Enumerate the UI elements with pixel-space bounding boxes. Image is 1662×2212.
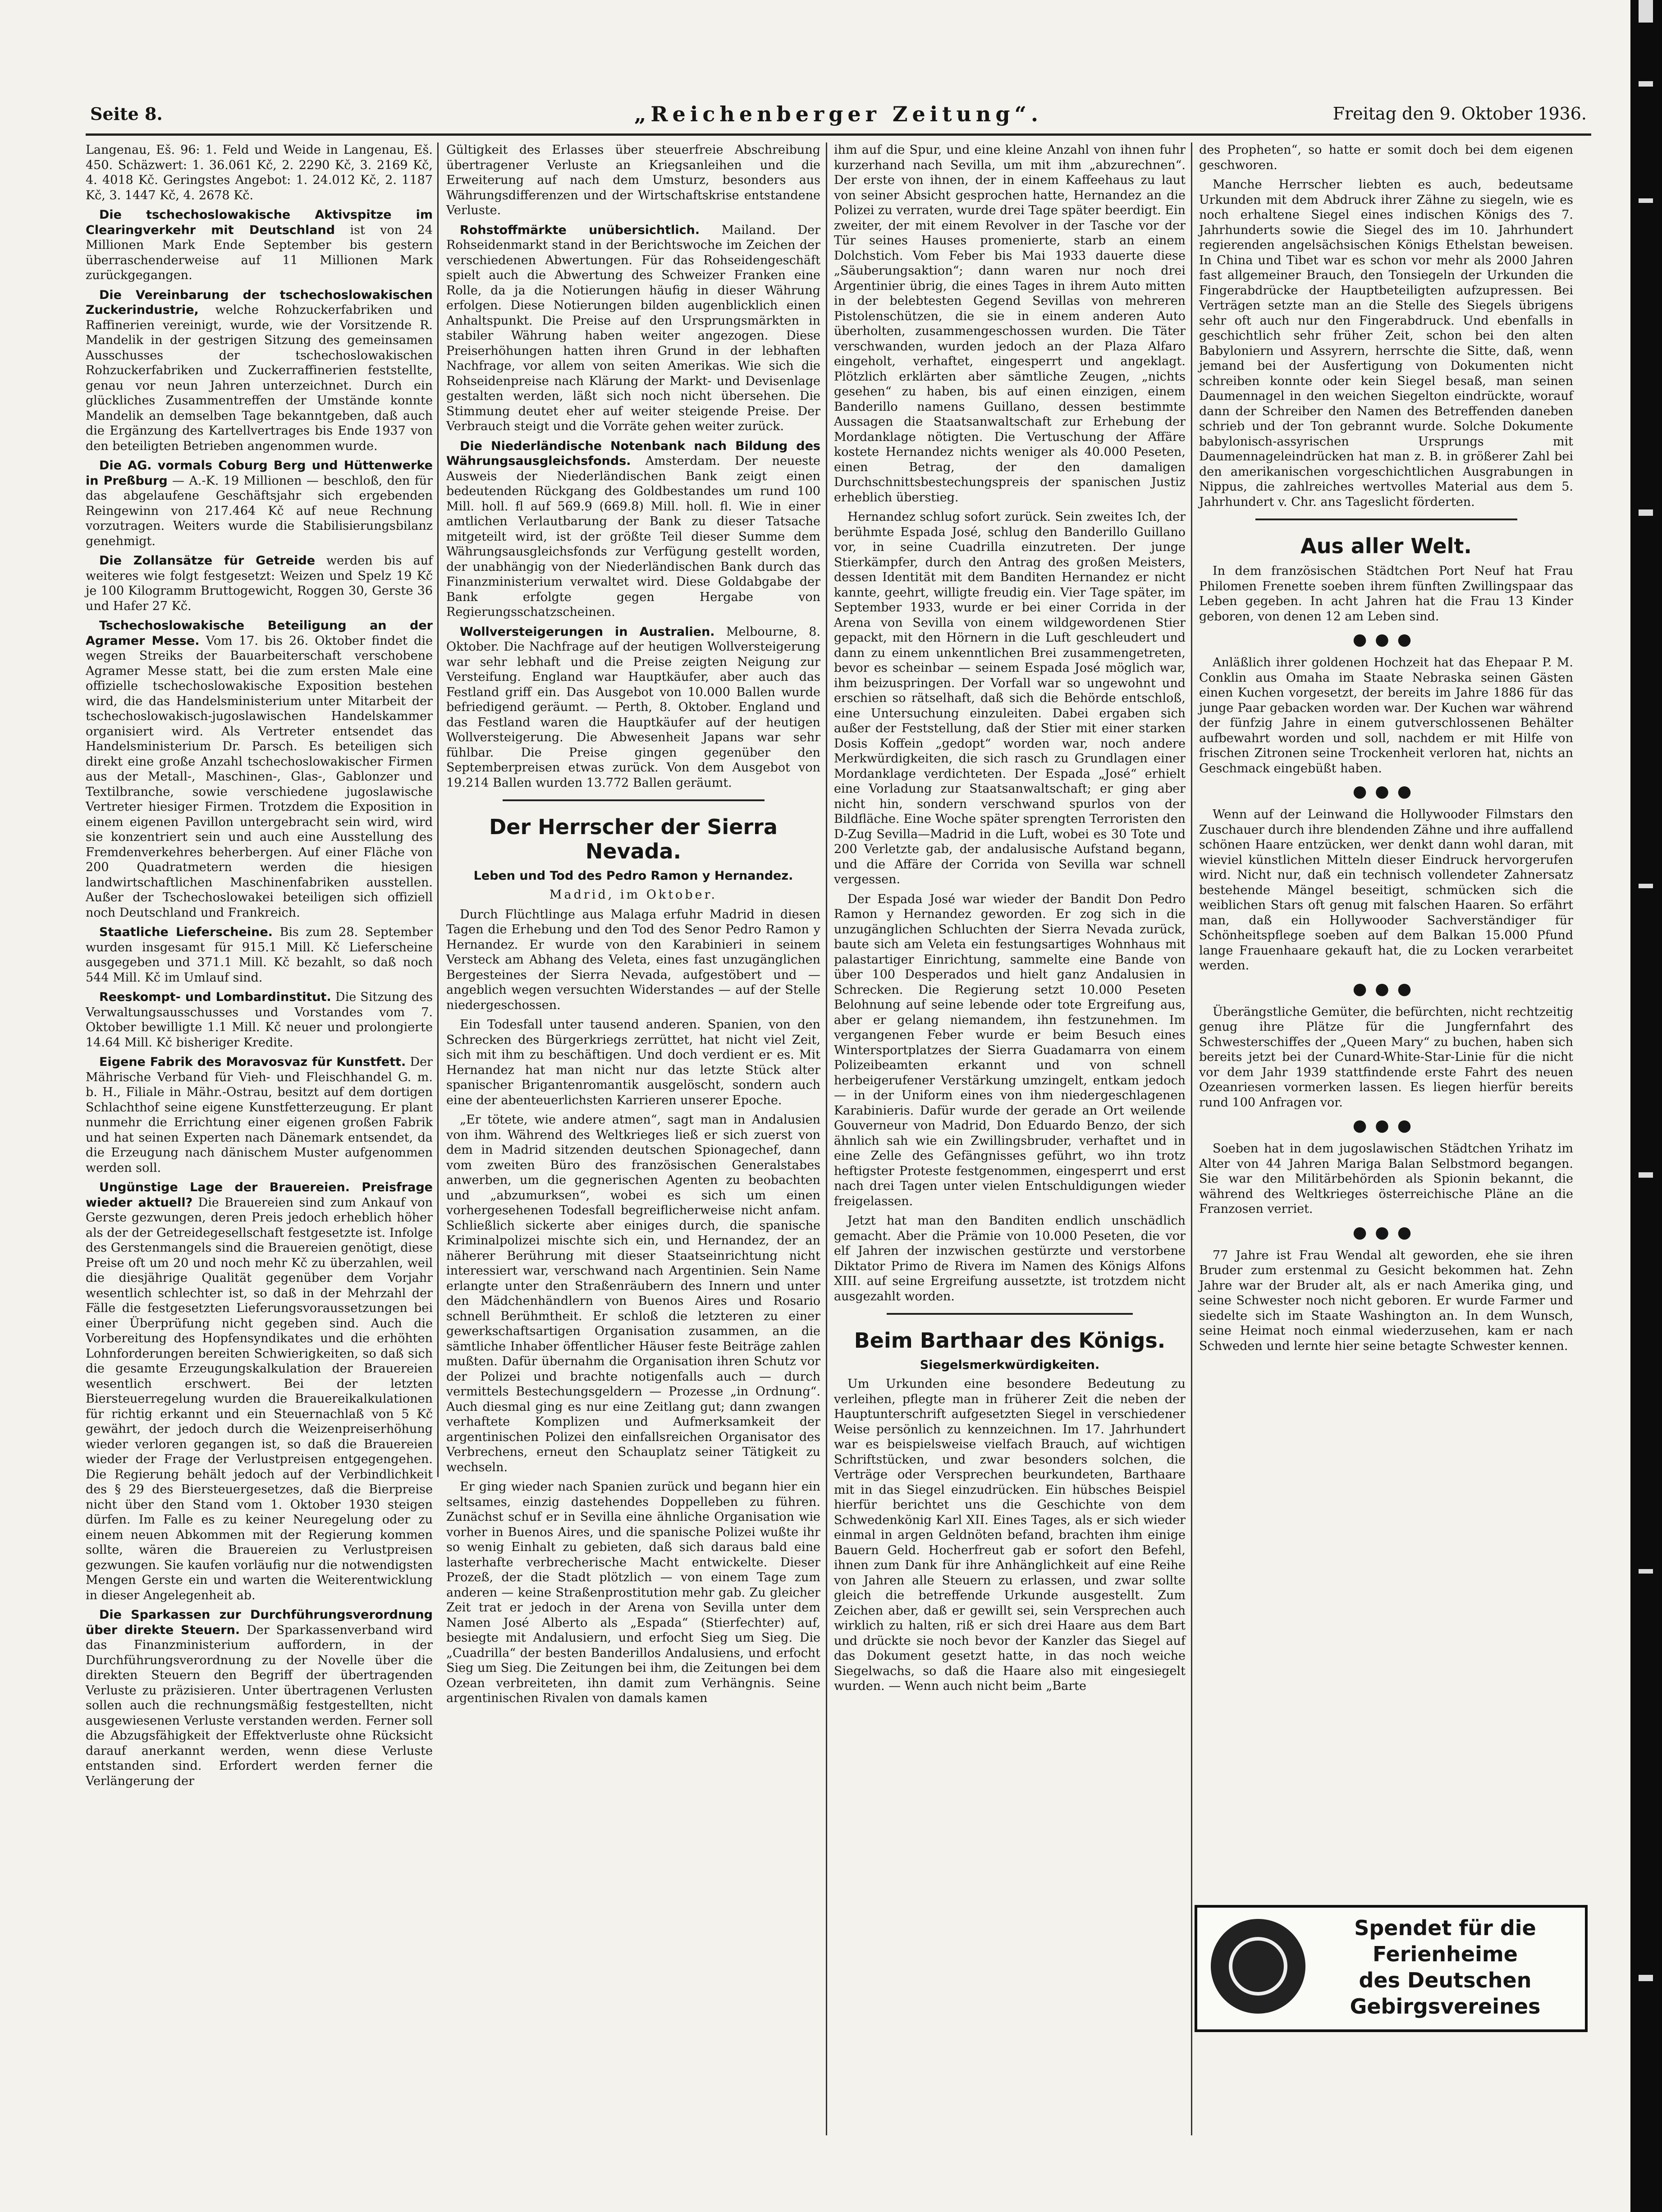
sierra-dateline: Madrid, im Oktober. <box>549 888 718 902</box>
article-zoll: Die Zollansätze für Getreide werden bis auf weiteres wie folgt festgesetzt: Weizen und Spelz 19 Kč je 100 Kilogramm Bruttogewicht, Roggen 30, Gerste 36 und Hafer 27 Kč. <box>86 554 433 613</box>
welt-item: In dem französischen Städtchen Port Neuf hat Frau Philomen Frenette soeben ihrem fünften Zwillingspaar das Leben gegeben. In acht Jahren hat die Frau 13 Kinder geboren, von denen 12 am Leben sind. <box>1199 564 1573 624</box>
section-rule <box>503 799 765 801</box>
sierra-paragraph: „Er tötete, wie andere atmen“, sagt man in Andalusien von ihm. Während des Weltkrieges ließ er sich zuerst von dem in Madrid sitzenden deutschen Spionagechef, dann vom zweiten Büro des französischen Generalstabes anwerben, um die gegnerischen Agenten zu beobachten und „abzumurksen“, wobei es sich um einen vorhergesehenen Todesfall begreiflicherweise nicht anfam. Schließlich sickerte aber einiges durch, die spanische Kriminalpolizei mischte sich ein, und Hernandez, der an näherer Berührung mit dieser Staatseinrichtung nicht interessiert war, verschwand nach Argentinien. Sein Name erlangte unter den Straßenräubern des Innern und unter den Mädchenhändlern von Buenos Aires und Rosario schnell Berühmtheit. Er schloß die letzteren zu einer gewerkschaftsartigen Organisation zusammen, an die sämtliche Inhaber öffentlicher Häuser feste Beiträge zahlen mußten. Dafür übernahm die Organisation ihren Schutz vor der Polizei und brachte notigenfalls auch — durch vermittels Bestechungsgeldern — Prozesse „in Ordnung“. Auch diesmal ging es nur eine Zeitlang gut; dann zwangen verhaftete Komplizen und Aufmerksamkeit der argentinischen Polizei den einfallsreichen Organisator des Verbrechens, erneut den Schauplatz seiner Tätigkeit zu wechseln. <box>446 1113 820 1474</box>
newspaper-title: „Reichenberger Zeitung“. <box>634 102 1043 126</box>
page-header <box>90 104 1587 131</box>
welt-headline: Aus aller Welt. <box>1300 534 1472 558</box>
column-divider <box>826 142 827 2135</box>
welt-item: Anläßlich ihrer goldenen Hochzeit hat das Ehepaar P. M. Conklin aus Omaha im Staate Nebraska seinen Gästen einen Kuchen vorgesetzt, der bereits im Jahre 1886 für das junge Paar gebacken worden war. Der Kuchen war während der fünfzig Jahre in einem gutverschlossenen Behälter aufbewahrt worden und soll, nachdem er mit Hilfe von frischen Zitronen seine Trockenheit verloren hat, nichts an Geschmack eingebüßt haben. <box>1199 656 1573 776</box>
barthaar-paragraph: des Propheten“, so hatte er somit doch bei dem eigenen geschworen. <box>1199 143 1573 172</box>
sierra-paragraph: Ein Todesfall unter tausend anderen. Spanien, von den Schrecken des Bürgerkriegs zerrüttet, hat nicht viel Zeit, sich mit ihm zu beschäftigen. Und doch verdient er es. Mit Hernandez hat man nicht nur das letzte Stück alter spanischer Brigantenromantik ausgelöscht, sondern auch eine der abenteuerlichsten Karrieren unserer Epoche. <box>446 1018 820 1107</box>
column-2 <box>446 142 820 2135</box>
column-4 <box>1199 142 1573 2135</box>
sierra-paragraph: ihm auf die Spur, und eine kleine Anzahl von ihnen fuhr kurzerhand nach Sevilla, um mit ihm „abzurechnen“. Der erste von ihnen, der in einem Kaffeehaus zu laut von seiner Absicht gesprochen hatte, Hernandez an die Polizei zu verraten, wurde drei Tage später beerdigt. Ein zweiter, der mit einem Revolver in der Tasche vor der Tür seines Hauses promenierte, starb an einem Dolchstich. Vom Feber bis Mai 1933 dauerte diese „Säuberungsaktion“; dann waren nur noch drei Argentinier übrig, die eines Tages in ihrem Auto mitten in der belebtesten Gegend Sevillas von mehreren Pistolenschützen, die sie in einem anderen Auto überholten, zusammengeschossen wurden. Die Täter verschwanden, wurden jedoch an der Plaza Alfaro eingeholt, verhaftet, eingesperrt und angeklagt. Plötzlich erklärten aber sämtliche Zeugen, „nichts gesehen“ zu haben, bis auf einen einzigen, einem Banderillo namens Guillano, dessen bestimmte Aussagen die Staatsanwaltschaft zur Erhebung der Mordanklage nötigten. Die Vertuschung der Affäre kostete Hernandez nichts weniger als 40.000 Peseten, einen Betrag, der den damaligen Durchschnittsbestechungspreis der spanischen Justiz erheblich überstieg. <box>834 143 1186 505</box>
ad-line: Gebirgsvereines <box>1350 1994 1541 2019</box>
edelweiss-emblem-icon <box>1211 1919 1305 2014</box>
article-coburg: Die AG. vormals Coburg Berg und Hüttenwerke in Preßburg — A.-K. 19 Millionen — beschloß, den für das abgelaufene Geschäftsjahr sich ergebenden Reingewinn von 217.464 Kč auf neue Rechnung vorzutragen. Weiters wurde die Stabilisierungsbilanz genehmigt. <box>86 459 433 548</box>
separator-dots: ●●● <box>1352 1116 1420 1135</box>
separator-dots: ●●● <box>1352 630 1420 649</box>
welt-item: Wenn auf der Leinwand die Hollywooder Filmstars den Zuschauer durch ihre blendenden Zähne und ihre auffallend schönen Haare entzücken, wer denkt dann wohl daran, mit wieviel künstlichen Mitteln dieser Eindruck hervorgerufen wird. Nicht nur, daß ein technisch vollendeter Zahnersatz bestehende Mängel beseitigt, schmücken sich die weiblichen Stars oft genug mit falschen Haaren. So erfährt man, daß ein Hollywooder Sachverständiger für Schönheitspflege soeben auf dem Balkan 15.000 Pfund lange Frauenhaare gekauft hat, die zu Locken verarbeitet werden. <box>1199 808 1573 973</box>
separator-dots: ●●● <box>1352 1223 1420 1242</box>
article-reeskompt: Reeskompt- und Lombardinstitut. Die Sitzung des Verwaltungsausschusses und Vorstandes vom 7. Oktober bewilligte 1.1 Mill. Kč neuer und prolongierte 14.64 Mill. Kč bisheriger Kredite. <box>86 990 433 1050</box>
article-zucker: Die Vereinbarung der tschechoslowakischen Zuckerindustrie, welche Rohzuckerfabriken und Raffinerien vereinigt, wurde, wie der Vorsitzende R. Mandelik in der gestrigen Sitzung des gemeinsamen Ausschusses der tschechoslowakischen Rohzuckerfabriken und Zuckerraffinerien feststellte, genau vor neun Jahren unterzeichnet. Durch ein glückliches Zusammentreffen der Umstände konnte Mandelik an demselben Tage bekanntgeben, daß auch die Ergänzung des Kartellvertrages bis Ende 1937 von den beteiligten Betrieben angenommen wurde. <box>86 288 433 453</box>
issue-date: Freitag den 9. Oktober 1936. <box>1332 104 1587 124</box>
welt-item: Soeben hat in dem jugoslawischen Städtchen Yrihatz im Alter von 44 Jahren Mariga Balan Selbstmord begangen. Sie war den Militärbehörden als Spionin bekannt, die während des Weltkrieges österreichische Pläne an die Franzosen verriet. <box>1199 1142 1573 1216</box>
ad-line: des Deutschen <box>1359 1968 1532 1992</box>
article-clearing: Die tschechoslowakische Aktivspitze im Clearingverkehr mit Deutschland ist von 24 Millionen Mark Ende September bis gestern überraschenderweise auf 11 Millionen Mark zurückgegangen. <box>86 208 433 282</box>
continuation-text: Gültigkeit des Erlasses über steuerfreie Abschreibung übertragener Verluste an Kriegsanleihen und die Erweiterung auf nach dem Umsturz, besonders aus Währungsdifferenzen und der Wirtschaftskrise entstandene Verluste. <box>446 143 820 217</box>
welt-item: Überängstliche Gemüter, die befürchten, nicht rechtzeitig genug ihre Plätze für die Jungfernfahrt des Schwesterschiffes der „Queen Mary“ zu buchen, haben sich bereits jetzt bei der Cunard-White-Star-Linie für die nicht vor dem Jahr 1939 stattfindende erste Fahrt des neuen Ozeanriesen vormerken lassen. Es liegen hierfür bereits rund 100 Anfragen vor. <box>1199 1005 1573 1110</box>
sierra-paragraph: Er ging wieder nach Spanien zurück und begann hier ein seltsames, einzig dastehendes Doppelleben zu führen. Zunächst schuf er in Sevilla eine ähnliche Organisation wie vorher in Buenos Aires, und die spanische Polizei wußte ihr so wenig Einhalt zu gebieten, daß sich daraus bald eine lasterhafte verbrecherische Macht entwickelte. Dieser Prozeß, der die Stadt plötzlich — von einem Tage zum anderen — keine Straßenprostitution mehr gab. Zu gleicher Zeit trat er jedoch in der Arena von Sevilla unter dem Namen José Alberto als „Espada“ (Stierfechter) auf, besiegte mit Andalusiern, und erfocht Sieg um Sieg. Die „Cuadrilla“ der besten Banderillos Andalusiens, und erfocht Sieg um Sieg. Die Zeitungen bei ihm, die Zeitungen bei dem Ozean verbreiteten, ihn damit zum Verhängnis. Seine argentinischen Rivalen von damals kamen <box>446 1480 820 1705</box>
article-liefer: Staatliche Lieferscheine. Bis zum 28. September wurden insgesamt für 915.1 Mill. Kč Lieferscheine ausgegeben und 371.1 Mill. Kč bezahlt, so daß noch 544 Mill. Kč im Umlauf sind. <box>86 925 433 985</box>
column-divider <box>437 142 439 1477</box>
separator-dots: ●●● <box>1352 782 1420 801</box>
welt-item: 77 Jahre ist Frau Wendal alt geworden, ehe sie ihren Bruder zum erstenmal zu Gesicht bekommen hat. Zehn Jahre war der Bruder alt, als er nach Amerika ging, und seine Schwester noch nicht geboren. Er wurde Farmer und siedelte sich im Staate Washington an. In dem Wunsch, seine Heimat noch einmal wiederzusehen, kam er nach Schweden und lernte hier seine betagte Schwester kennen. <box>1199 1248 1573 1353</box>
header-rule <box>86 133 1591 136</box>
column-1 <box>86 142 433 1788</box>
sierra-paragraph: Durch Flüchtlinge aus Malaga erfuhr Madrid in diesen Tagen die Erhebung und den Tod des Senor Pedro Ramon y Hernandez. Er wurde von den Karabinieri in seinem Versteck am Abhang des Veleta, eines fast unzugänglichen Bergesteines der Sierra Nevada, aufgestöbert und — angeblich wegen versuchten Widerstandes — auf der Stelle niedergeschossen. <box>446 907 820 1012</box>
ad-line: Ferienheime <box>1373 1942 1518 1966</box>
sierra-subheadline: Leben und Tod des Pedro Ramon y Hernandez. <box>473 869 793 883</box>
article-rohstoff: Rohstoffmärkte unübersichtlich. Mailand. Der Rohseidenmarkt stand in der Berichtswoche im Zeichen der verschiedenen Abwertungen. Für das Rohseidengeschäft spielt auch die Abwertung des Schweizer Franken eine Rolle, da ja die Notierungen häufig in dieser Währung erfolgen. Diese Notierungen bilden augenblicklich einen Anhaltspunkt. Die Preise auf den Ursprungsmärkten in stabiler Währung haben weiter angezogen. Diese Preiserhöhungen hatten ihren Grund in der lebhaften Nachfrage, vor allem von seiten Amerikas. Wie sich die Rohseidenpreise nach Klärung der Markt- und Devisenlage gestalten werden, läßt sich noch nicht übersehen. Die Stimmung deutet eher auf weiter steigende Preise. Der Verbrauch steigt und die Vorräte gehen weiter zurück. <box>446 223 820 433</box>
scan-border <box>1630 0 1662 2212</box>
article-sparkassen: Die Sparkassen zur Durchführungsverordnung über direkte Steuern. Der Sparkassenverband wird das Finanzministerium auffordern, in der Durchführungsverordnung zu der Novelle über die direkten Steuern den Begriff der übertragenden Verluste zu präzisieren. Unter übertragenen Verlusten sollen auch die rechnungsmäßig festgestellten, nicht ausgewiesenen Verluste verstanden werden. Ferner soll die Abzugsfähigkeit der Effektverluste ohne Rücksicht darauf anerkannt werden, wenn diese Verluste entstanden sind. Erfordert werden ferner die Verlängerung der <box>86 1608 433 1788</box>
section-rule <box>1255 519 1517 520</box>
sierra-paragraph: Der Espada José war wieder der Bandit Don Pedro Ramon y Hernandez geworden. Er zog sich in die unzugänglichen Schluchten der Sierra Nevada zurück, baute sich am Veleta ein festungsartiges Wohnhaus mit palastartiger Einrichtung, sammelte eine Bande von über 100 Desperados und hielt ganz Andalusien in Schrecken. Die Regierung setzt 10.000 Peseten Belohnung auf seine lebende oder tote Ergreifung aus, aber er gelang niemandem, ihn festzunehmen. Im vergangenen Feber wurde er beim Besuch eines Wintersportplatzes der Sierra Guadamarra von einem Polizeibeamten erkannt und von schnell herbeigerufener Verstärkung umzingelt, entkam jedoch — in der Uniform eines von ihm niedergeschlagenen Karabinieris. Dafür wurde der gerade an Ort weilende Gouverneur von Madrid, Don Eduardo Benzo, der sich ähnlich sah wie ein Zwillingsbruder, verhaftet und in eine Zelle des Gefängnisses geführt, wo ihn trotz heftigster Proteste festgenommen, eingesperrt und erst nach drei Tagen unter vielen Entschuldigungen wieder freigelassen. <box>834 892 1186 1208</box>
column-divider <box>1191 142 1192 2135</box>
advertisement-text <box>1314 1915 1576 2019</box>
article-moravosvaz: Eigene Fabrik des Moravosvaz für Kunstfett. Der Mährische Verband für Vieh- und Fleischhandel G. m. b. H., Filiale in Mähr.-Ostrau, besitzt auf dem dortigen Schlachthof seine eigene Kunstfetterzeugung. Er plant nunmehr die Errichtung einer eigenen großen Fabrik und hat seinen Experten nach Dänemark entsendet, da die Erzeugung nach dänischem Muster aufgenommen werden soll. <box>86 1055 433 1175</box>
article-agram: Tschechoslowakische Beteiligung an der Agramer Messe. Vom 17. bis 26. Oktober findet die wegen Streiks der Bauarbeiterschaft verschobene Agramer Messe statt, bei die zum ersten Male eine offizielle tschechoslowakische Exposition bestehen wird, die das Handelsministerium unter Mitarbeit der tschechoslowakisch-jugoslawischen Handelskammer organisiert wird. Als Vertreter entsendet das Handelsministerium Dr. Parsch. Es beteiligen sich direkt eine große Anzahl tschechoslowakischer Firmen aus der Metall-, Maschinen-, Glas-, Gablonzer und Textilbranche, sowie verschiedene jugoslawische Vertreter hiesiger Firmen. Trotzdem die Exposition in einem eigenen Pavillon untergebracht sein wird, wird sie konzentriert sein und auch eine Ausstellung des Fremdenverkehres beherbergen. Auf einer Fläche von 200 Quadratmetern werden die hiesigen landwirtschaftlichen Maschinenfabriken ausstellen. Außer der Tschechoslowakei beteiligen sich offiziell noch Deutschland und Frankreich. <box>86 619 433 920</box>
article-brauereien: Ungünstige Lage der Brauereien. Preisfrage wieder aktuell? Die Brauereien sind zum Ankauf von Gerste gezwungen, deren Preis jedoch erheblich höher als der der Getreidegesellschaft festgesetzte ist. Infolge des Gerstenmangels sind die Brauereien genötigt, diese Preise oft um 20 und noch mehr Kč zu überzahlen, weil die diesjährige Qualität gegenüber dem Vorjahr wesentlich schlechter ist, so daß in der Mehrzahl der Fälle die festgesetzten Lieferungsvoraussetzungen bei einer Überprüfung nicht gegeben sind. Auch die Vorbereitung des Hopfensyndikates und die erhöhten Lohnforderungen bereiten Schwierigkeiten, so daß sich die gesamte Erzeugungskalkulation der Brauereien wesentlich erschwert. Bei der letzten Biersteuerregelung wurden die Brauereikalkulationen für richtig erkannt und ein Steuernachlaß von 5 Kč gewährt, der jedoch durch die Weizenpreiserhöhung wieder verloren gegangen ist, so daß die Brauereien wieder der Frage der Verlustpreisen entgegengehen. Die Regierung behält jedoch auf der Verbindlichkeit des § 29 des Biersteuergesetzes, daß die Bierpreise nicht über den Stand vom 1. Oktober 1930 steigen dürfen. Im Falle es zu keiner Neuregelung oder zu einem neuen Abkommen mit der Regierung kommen sollte, wären die Brauereien zu Verlustpreisen gezwungen. Sie kaufen vorläufig nur die notwendigsten Mengen Gerste ein und warten die Weiterentwicklung in dieser Angelegenheit ab. <box>86 1180 433 1602</box>
column-3 <box>834 142 1186 2135</box>
separator-dots: ●●● <box>1352 979 1420 998</box>
sierra-paragraph: Hernandez schlug sofort zurück. Sein zweites Ich, der berühmte Espada José, schlug den Banderillo Guillano vor, in seine Cuadrilla einzutreten. Der junge Stierkämpfer, durch den Antrag des großen Meisters, dessen Identität mit dem Banditen Hernandez er nicht kannte, geehrt, willigte freudig ein. Vier Tage später, im September 1933, wurde er bei einer Corrida in der Arena von Sevilla von einem wildgewordenen Stier gepackt, mit den Hörnern in die Luft geschleudert und dann zu einem unkenntlichen Brei zusammengetreten, bevor es scheinbar — seinem Espada José möglich war, ihm beizuspringen. Der Vorfall war so ungewohnt und erschien so rätselhaft, daß sich die Behörde entschloß, eine Untersuchung einzuleiten. Dabei ergaben sich außer der Feststellung, daß der Stier mit einer starken Dosis Koffein „gedopt“ worden war, noch andere Merkwürdigkeiten, die sich rasch zu Grundlagen einer Mordanklage verdichteten. Der Espada „José“ erhielt eine Vorladung zur Staatsanwaltschaft; er ging aber nicht hin, sondern verschwand spurlos von der Bildfläche. Eine Woche später sprengten Terroristen den D-Zug Sevilla—Madrid in die Luft, wobei es 30 Tote und 200 Verletzte gab, der andalusische Aufstand begann, und die Affäre der Corrida von Sevilla war schnell vergessen. <box>834 510 1186 886</box>
barthaar-paragraph: Um Urkunden eine besondere Bedeutung zu verleihen, pflegte man in früherer Zeit die neben der Hauptunterschrift aufgesetzten Siegel in verschiedener Weise persönlich zu kennzeichnen. Im 17. Jahrhundert war es beispielsweise vielfach Brauch, auf wichtigen Schriftstücken, und zwar besonders solchen, die Verträge oder Versprechen beurkundeten, Barthaare mit in das Siegel einzudrücken. Ein hübsches Beispiel hierfür berichtet uns die Geschichte von dem Schwedenkönig Karl XII. Eines Tages, als er sich wieder einmal in argen Geldnöten befand, brachten ihm einige Bauern Geld. Hocherfreut gab er sofort den Befehl, ihnen zum Dank für ihre Anhänglichkeit auf eine Reihe von Jahren alle Steuern zu erlassen, und zwar sollte gleich die betreffende Urkunde ausgestellt. Zum Zeichen aber, daß er gewillt sei, sein Versprechen auch wirklich zu halten, riß er sich drei Haare aus dem Bart und drückte sie noch bevor der Kanzler das Siegel auf das Dokument gesetzt hatte, in das noch weiche Siegelwachs, so daß die Haare also mit eingesiegelt wurden. — Wenn auch nicht beim „Barte <box>834 1377 1186 1693</box>
article-notenbank: Die Niederländische Notenbank nach Bildung des Währungsausgleichsfonds. Amsterdam. Der neueste Ausweis der Niederländischen Bank zeigt einen bedeutenden Rückgang des Goldbestandes um rund 100 Mill. holl. fl auf 569.9 (669.8) Mill. holl. fl. Wie in einer amtlichen Verlautbarung der Bank zu dieser Tatsache mitgeteilt wird, ist der größte Teil dieser Summe dem Währungsausgleichsfonds zur Verfügung gestellt worden, der unabhängig von der Niederländischen Bank durch das Finanzministerium verwaltet wird. Diese Goldabgabe der Bank erfolgte gegen Hergabe von Regierungsschatzscheinen. <box>446 439 820 619</box>
auction-notice: Langenau, Eš. 96: 1. Feld und Weide in Langenau, Eš. 450. Schäzwert: 1. 36.061 Kč, 2. 2290 Kč, 3. 2169 Kč, 4. 4018 Kč. Geringstes Angebot: 1. 24.012 Kč, 2. 1187 Kč, 3. 1447 Kč, 4. 2678 Kč. <box>86 143 433 202</box>
sierra-paragraph: Jetzt hat man den Banditen endlich unschädlich gemacht. Aber die Prämie von 10.000 Peseten, die vor elf Jahren der inzwischen gestürzte und verstorbene Diktator Primo de Rivera im Namen des Königs Alfons XIII. auf seine Ergreifung aussetzte, ist trotzdem nicht ausgezahlt worden. <box>834 1214 1186 1303</box>
barthaar-headline: Beim Barthaar des Königs. <box>854 1328 1166 1353</box>
section-rule <box>887 1313 1133 1315</box>
ad-line: Spendet für die <box>1354 1916 1536 1940</box>
advertisement-box <box>1195 1905 1588 2032</box>
article-woll: Wollversteigerungen in Australien. Melbourne, 8. Oktober. Die Nachfrage auf der heutigen Wollversteigerung war sehr lebhaft und die Preise zeigten Neigung zur Versteifung. England war Hauptkäufer, aber auch das Festland griff ein. Das Ausgebot von 10.000 Ballen wurde befriedigend geräumt. — Perth, 8. Oktober. England und das Festland waren die Hauptkäufer auf der heutigen Wollversteigerung. Die Abwesenheit Japans war sehr fühlbar. Die Preise gingen gegenüber den Septemberpreisen etwas zurück. Von dem Ausgebot von 19.214 Ballen wurden 13.772 Ballen geräumt. <box>446 624 820 790</box>
sierra-headline: Der Herrscher der Sierra Nevada. <box>489 815 778 863</box>
barthaar-paragraph: Manche Herrscher liebten es auch, bedeutsame Urkunden mit dem Abdruck ihrer Zähne zu siegeln, wie es noch erhaltene Siegel eines indischen Königs des 7. Jahrhunderts sowie die Siegel des im 10. Jahrhundert regierenden angelsächsischen Königs Ethelstan beweisen. In China und Tibet war es schon vor mehr als 2000 Jahren fast allgemeiner Brauch, den Tonsiegeln der Urkunden die Fingerabdrücke der Hauptbeteiligten aufzupressen. Bei Verträgen setzte man an die Stelle des Siegels übrigens sehr oft auch nur den Fingerabdruck. Und ebenfalls in geschichtlich sehr früher Zeit, schon bei den alten Babyloniern und Assyrern, herrschte die Sitte, daß, wenn jemand bei der Ausfertigung von Dokumenten nicht schreiben konnte oder kein Siegel besaß, man seinen Daumennagel in den weichen Siegelton eindrückte, worauf dann der Schreiber den Namen des Betreffenden daneben schrieb und der Ton gebrannt wurde. Solche Dokumente babylonisch-assyrischen Ursprungs mit Daumennageleindrücken hat man z. B. in größerer Zahl bei den amerikanischen vorgeschichtlichen Ausgrabungen in Nippus, die zahlreiches wertvolles Material aus dem 5. Jahrhundert v. Chr. ans Tageslicht förderten. <box>1199 178 1573 509</box>
barthaar-subheadline: Siegelsmerkwürdigkeiten. <box>920 1358 1100 1372</box>
page-number: Seite 8. <box>90 104 163 124</box>
